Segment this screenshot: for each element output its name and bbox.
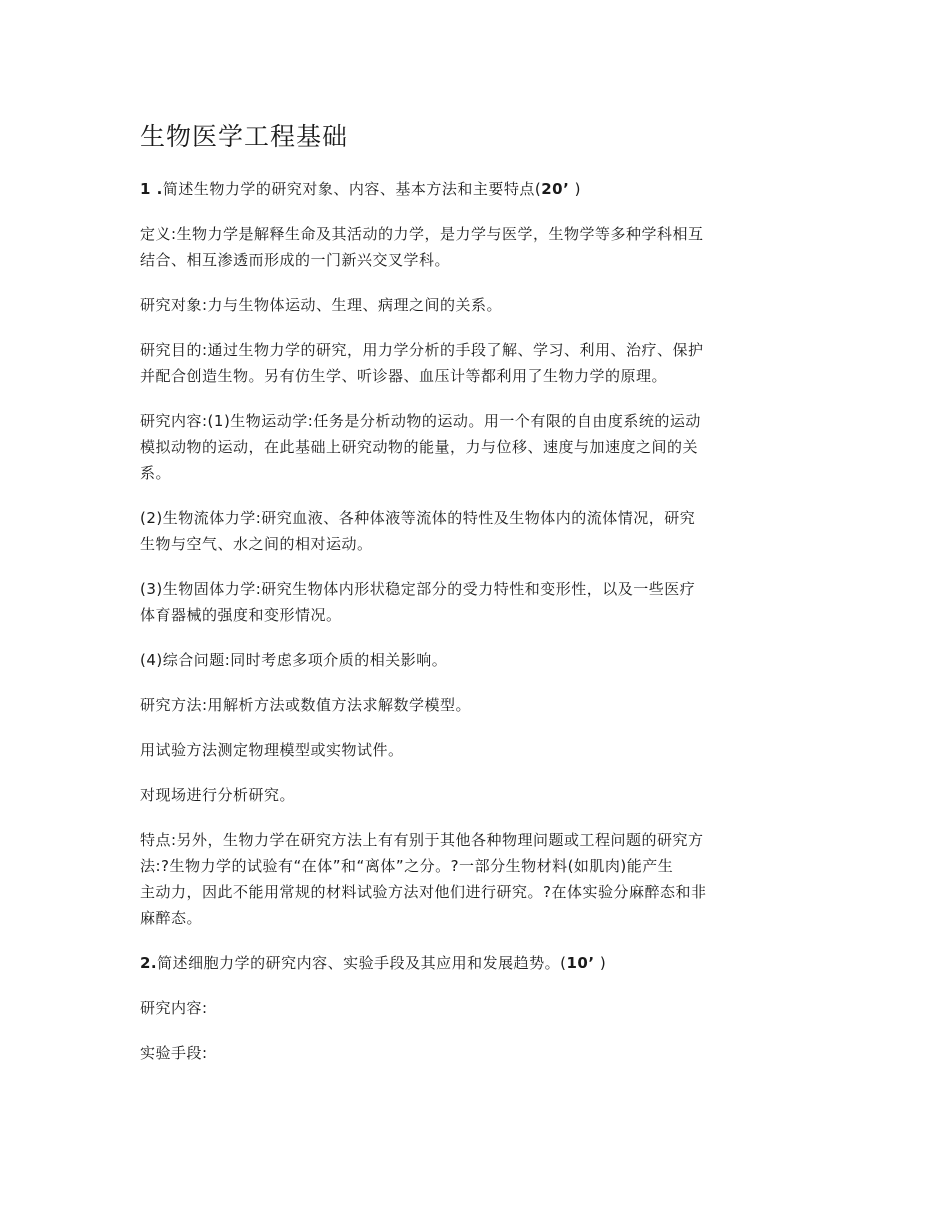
paragraph-research-content-2: (2)生物流体力学:研究血液、各种体液等流体的特性及生物体内的流体情况，研究 生物与空气、水之间的相对运动。 xyxy=(140,509,696,553)
question-1-score: 20’ xyxy=(541,180,570,198)
paragraph-research-object: 研究对象:力与生物体运动、生理、病理之间的关系。 xyxy=(140,296,503,314)
paragraph-method-3: 对现场进行分析研究。 xyxy=(140,786,296,804)
paragraph-q2-means: 实验手段: xyxy=(140,1044,208,1062)
paragraph-q2-content: 研究内容: xyxy=(140,999,208,1017)
document-title: 生物医学工程基础 xyxy=(140,122,349,151)
question-1-number: 1 . xyxy=(140,180,163,198)
question-1-text: 简述生物力学的研究对象、内容、基本方法和主要特点( xyxy=(162,180,542,198)
question-2-number: 2. xyxy=(140,954,158,972)
question-1-heading xyxy=(140,176,820,202)
paragraph-research-content-3: (3)生物固体力学:研究生物体内形状稳定部分的受力特性和变形性，以及一些医疗 体育器械的强度和变形情况。 xyxy=(140,580,696,624)
paragraph-method-2: 用试验方法测定物理模型或实物试件。 xyxy=(140,741,404,759)
question-2-heading xyxy=(140,950,820,976)
document-page xyxy=(140,120,820,1085)
paragraph-method-1: 研究方法:用解析方法或数值方法求解数学模型。 xyxy=(140,696,472,714)
question-2-score: 10’ xyxy=(566,954,595,972)
paragraph-research-purpose: 研究目的:通过生物力学的研究，用力学分析的手段了解、学习、利用、治疗、保护 并配合创造生物。另有仿生学、听诊器、血压计等都利用了生物力学的原理。 xyxy=(140,341,704,385)
paragraph-research-content-1: 研究内容:(1)生物运动学:任务是分析动物的运动。用一个有限的自由度系统的运动 模拟动物的运动，在此基础上研究动物的能量，力与位移、速度与加速度之间的关 系。 xyxy=(140,412,701,482)
paragraph-research-content-4: (4)综合问题:同时考虑多项介质的相关影响。 xyxy=(140,651,448,669)
paragraph-features: 特点:另外，生物力学在研究方法上有有别于其他各种物理问题或工程问题的研究方 法:?生物力学的试验有“在体”和“离体”之分。?一部分生物材料(如肌肉)能产生 主动力，因此不能用常规的材料试验方法对他们进行研究。?在体实验分麻醉态和非 麻醉态。 xyxy=(140,831,707,927)
question-1-close: ) xyxy=(569,180,581,198)
paragraph-definition: 定义:生物力学是解释生命及其活动的力学，是力学与医学，生物学等多种学科相互 结合、相互渗透而形成的一门新兴交叉学科。 xyxy=(140,225,704,269)
question-2-text: 简述细胞力学的研究内容、实验手段及其应用和发展趋势。( xyxy=(157,954,567,972)
question-2-close: ) xyxy=(594,954,607,972)
